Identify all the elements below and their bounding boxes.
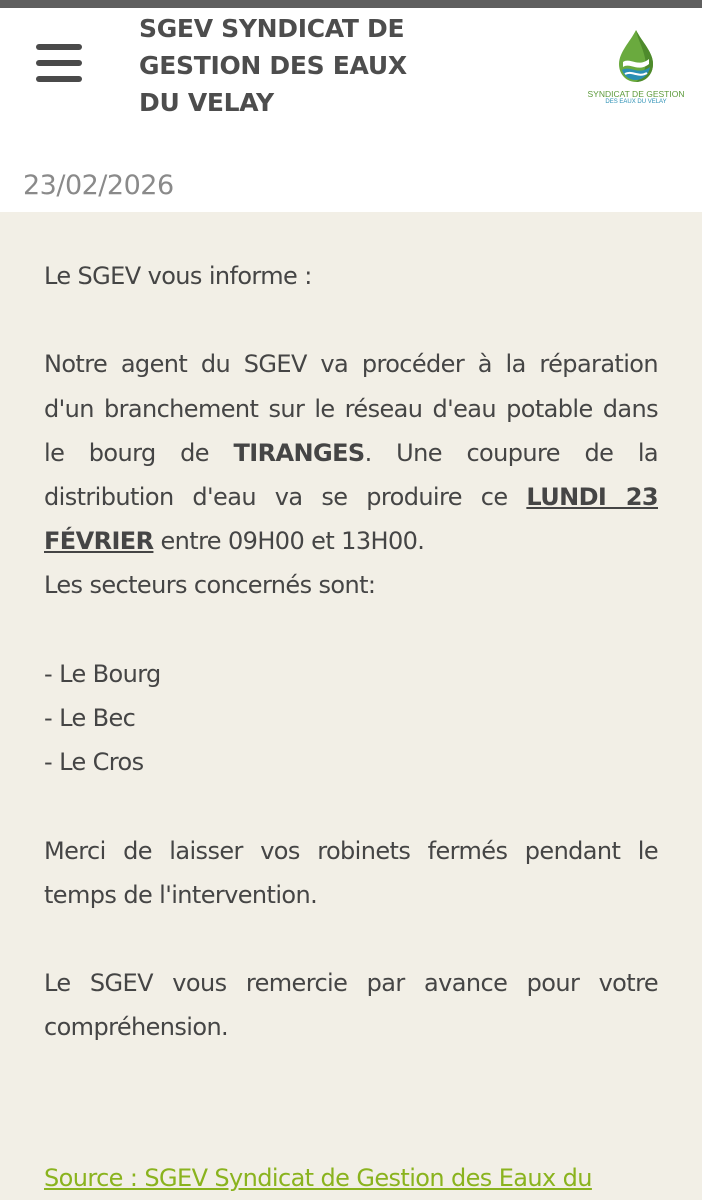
sectors-intro: Les secteurs concernés sont: — [44, 571, 376, 600]
source-link[interactable]: Source : SGEV Syndicat de Gestion des Eaux du — [44, 1164, 592, 1192]
sector-item: - Le Bourg — [44, 659, 161, 688]
taps-paragraph: Merci de laisser vos robinets fermés pendant le temps de l'intervention. — [44, 836, 658, 909]
post-date: 23/02/2026 — [23, 170, 174, 201]
date-strip — [0, 117, 702, 212]
sector-item: - Le Bec — [44, 704, 136, 732]
location-name: TIRANGES — [233, 438, 365, 467]
site-logo[interactable] — [586, 28, 686, 108]
water-drop-logo-icon — [616, 28, 656, 84]
sector-item: - Le Cros — [44, 748, 144, 777]
post-intro: Le SGEV vous informe : — [44, 262, 312, 290]
hamburger-menu-icon[interactable] — [36, 44, 82, 84]
announcement-text-1: Notre agent du SGEV va procéder à la réparation d'un branchement sur le réseau d'eau potable dans le bourg de — [44, 350, 658, 467]
menu-bar-middle — [36, 60, 82, 66]
post-content — [44, 254, 658, 1050]
menu-bar-top — [36, 44, 82, 50]
announcement-paragraph — [44, 342, 658, 563]
menu-bar-bottom — [36, 76, 82, 82]
status-bar — [0, 0, 702, 8]
site-header — [0, 8, 702, 117]
logo-text-line2: DES EAUX DU VELAY — [605, 99, 667, 105]
thanks-paragraph: Le SGEV vous remercie par avance pour votre compréhension. — [44, 969, 658, 1042]
announcement-text-2: . Une coupure de la distribution d'eau va se produire ce — [44, 438, 658, 511]
site-title[interactable]: SGEV SYNDICAT DE GESTION DES EAUX DU VELAY — [139, 14, 407, 117]
outage-day: LUNDI 23 FÉVRIER — [44, 483, 658, 556]
announcement-text-3: entre 09H00 et 13H00. — [153, 527, 425, 556]
logo-text-line1: SYNDICAT DE GESTION — [587, 89, 685, 99]
